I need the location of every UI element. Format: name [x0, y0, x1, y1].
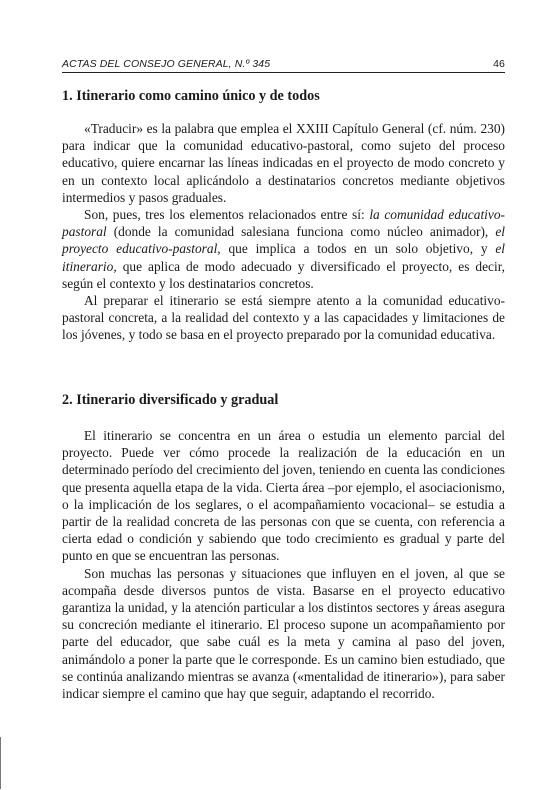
italic-term: la comunidad educativo-pastoral	[62, 207, 505, 240]
section-2-body	[62, 427, 505, 702]
text-run: (donde la comunidad salesiana funciona como núcleo animador),	[106, 224, 496, 240]
text-run: que implica a todos en un solo objetivo, y	[220, 241, 496, 257]
section-1-paragraph-3: Al preparar el itinerario se está siempre atento a la comunidad educativo-pastoral concreta, a la realidad del contexto y a las capacidades y limitaciones de los jóvenes, y todo se basa en el proyecto preparado por la comunidad educativa.	[62, 293, 505, 343]
page-content	[62, 58, 505, 702]
section-2-paragraph-1: El itinerario se concentra en un área o estudia un elemento parcial del proyecto. Puede ver cómo procede la realización de la educación en un determinado período del crecimiento del joven, teniendo en cuenta las condiciones que presenta aquella etapa de la vida. Cierta área –por ejemplo, el asociacionismo, o la implicación de los seglares, o el acompañamiento vocacional– se estudia a partir de la realidad concreta de las personas con que se cuenta, con referencia a cierta edad o condición y sabiendo que todo crecimiento es gradual y parte del punto en que se encuentran las personas.	[62, 428, 505, 564]
margin-rule	[0, 737, 1, 789]
section-1-paragraph-2	[62, 206, 505, 292]
section-1-body	[62, 120, 505, 344]
section-1-paragraph-1: «Traducir» es la palabra que emplea el XXIII Capítulo General (cf. núm. 230) para indicar que la comunidad educativo-pastoral, como sujeto del proceso educativo, quiere encarnar las líneas indicadas en el proyecto de modo concreto y en un contexto local aplicándolo a destinatarios concretos mediante objetivos intermedios y pasos graduales.	[62, 121, 505, 205]
text-run: que aplica de modo adecuado y diversificado el proyecto, es decir, según el contexto y los destinatarios concretos.	[62, 258, 505, 291]
section-2-paragraph-2: Son muchas las personas y situaciones que influyen en el joven, al que se acompaña desde diversos puntos de vista. Basarse en el proyecto educativo garantiza la unidad, y la atención particular a los distintos sectores y áreas asegura su concreción mediante el itinerario. El proceso supone un acompañamiento por parte del educador, que sabe cuál es la meta y camina al paso del joven, animándolo a poner la parte que le corresponde. Es un camino bien estudiado, que se continúa analizando mientras se avanza («mentalidad de itinerario»), para saber indicar siempre el camino que hay que seguir, adaptando el recorrido.	[62, 565, 505, 702]
section-2-heading: 2. Itinerario diversificado y gradual	[62, 392, 279, 408]
running-title: ACTAS DEL CONSEJO GENERAL, N.º 345	[62, 58, 271, 70]
page-number: 46	[493, 58, 505, 70]
running-header	[62, 58, 505, 73]
section-1-heading: 1. Itinerario como camino único y de todos	[62, 88, 320, 104]
italic-term: el itinerario,	[62, 241, 505, 274]
italic-term: el proyecto educativo-pastoral,	[62, 224, 505, 257]
text-run: Son, pues, tres los elementos relacionados entre sí:	[84, 207, 370, 223]
